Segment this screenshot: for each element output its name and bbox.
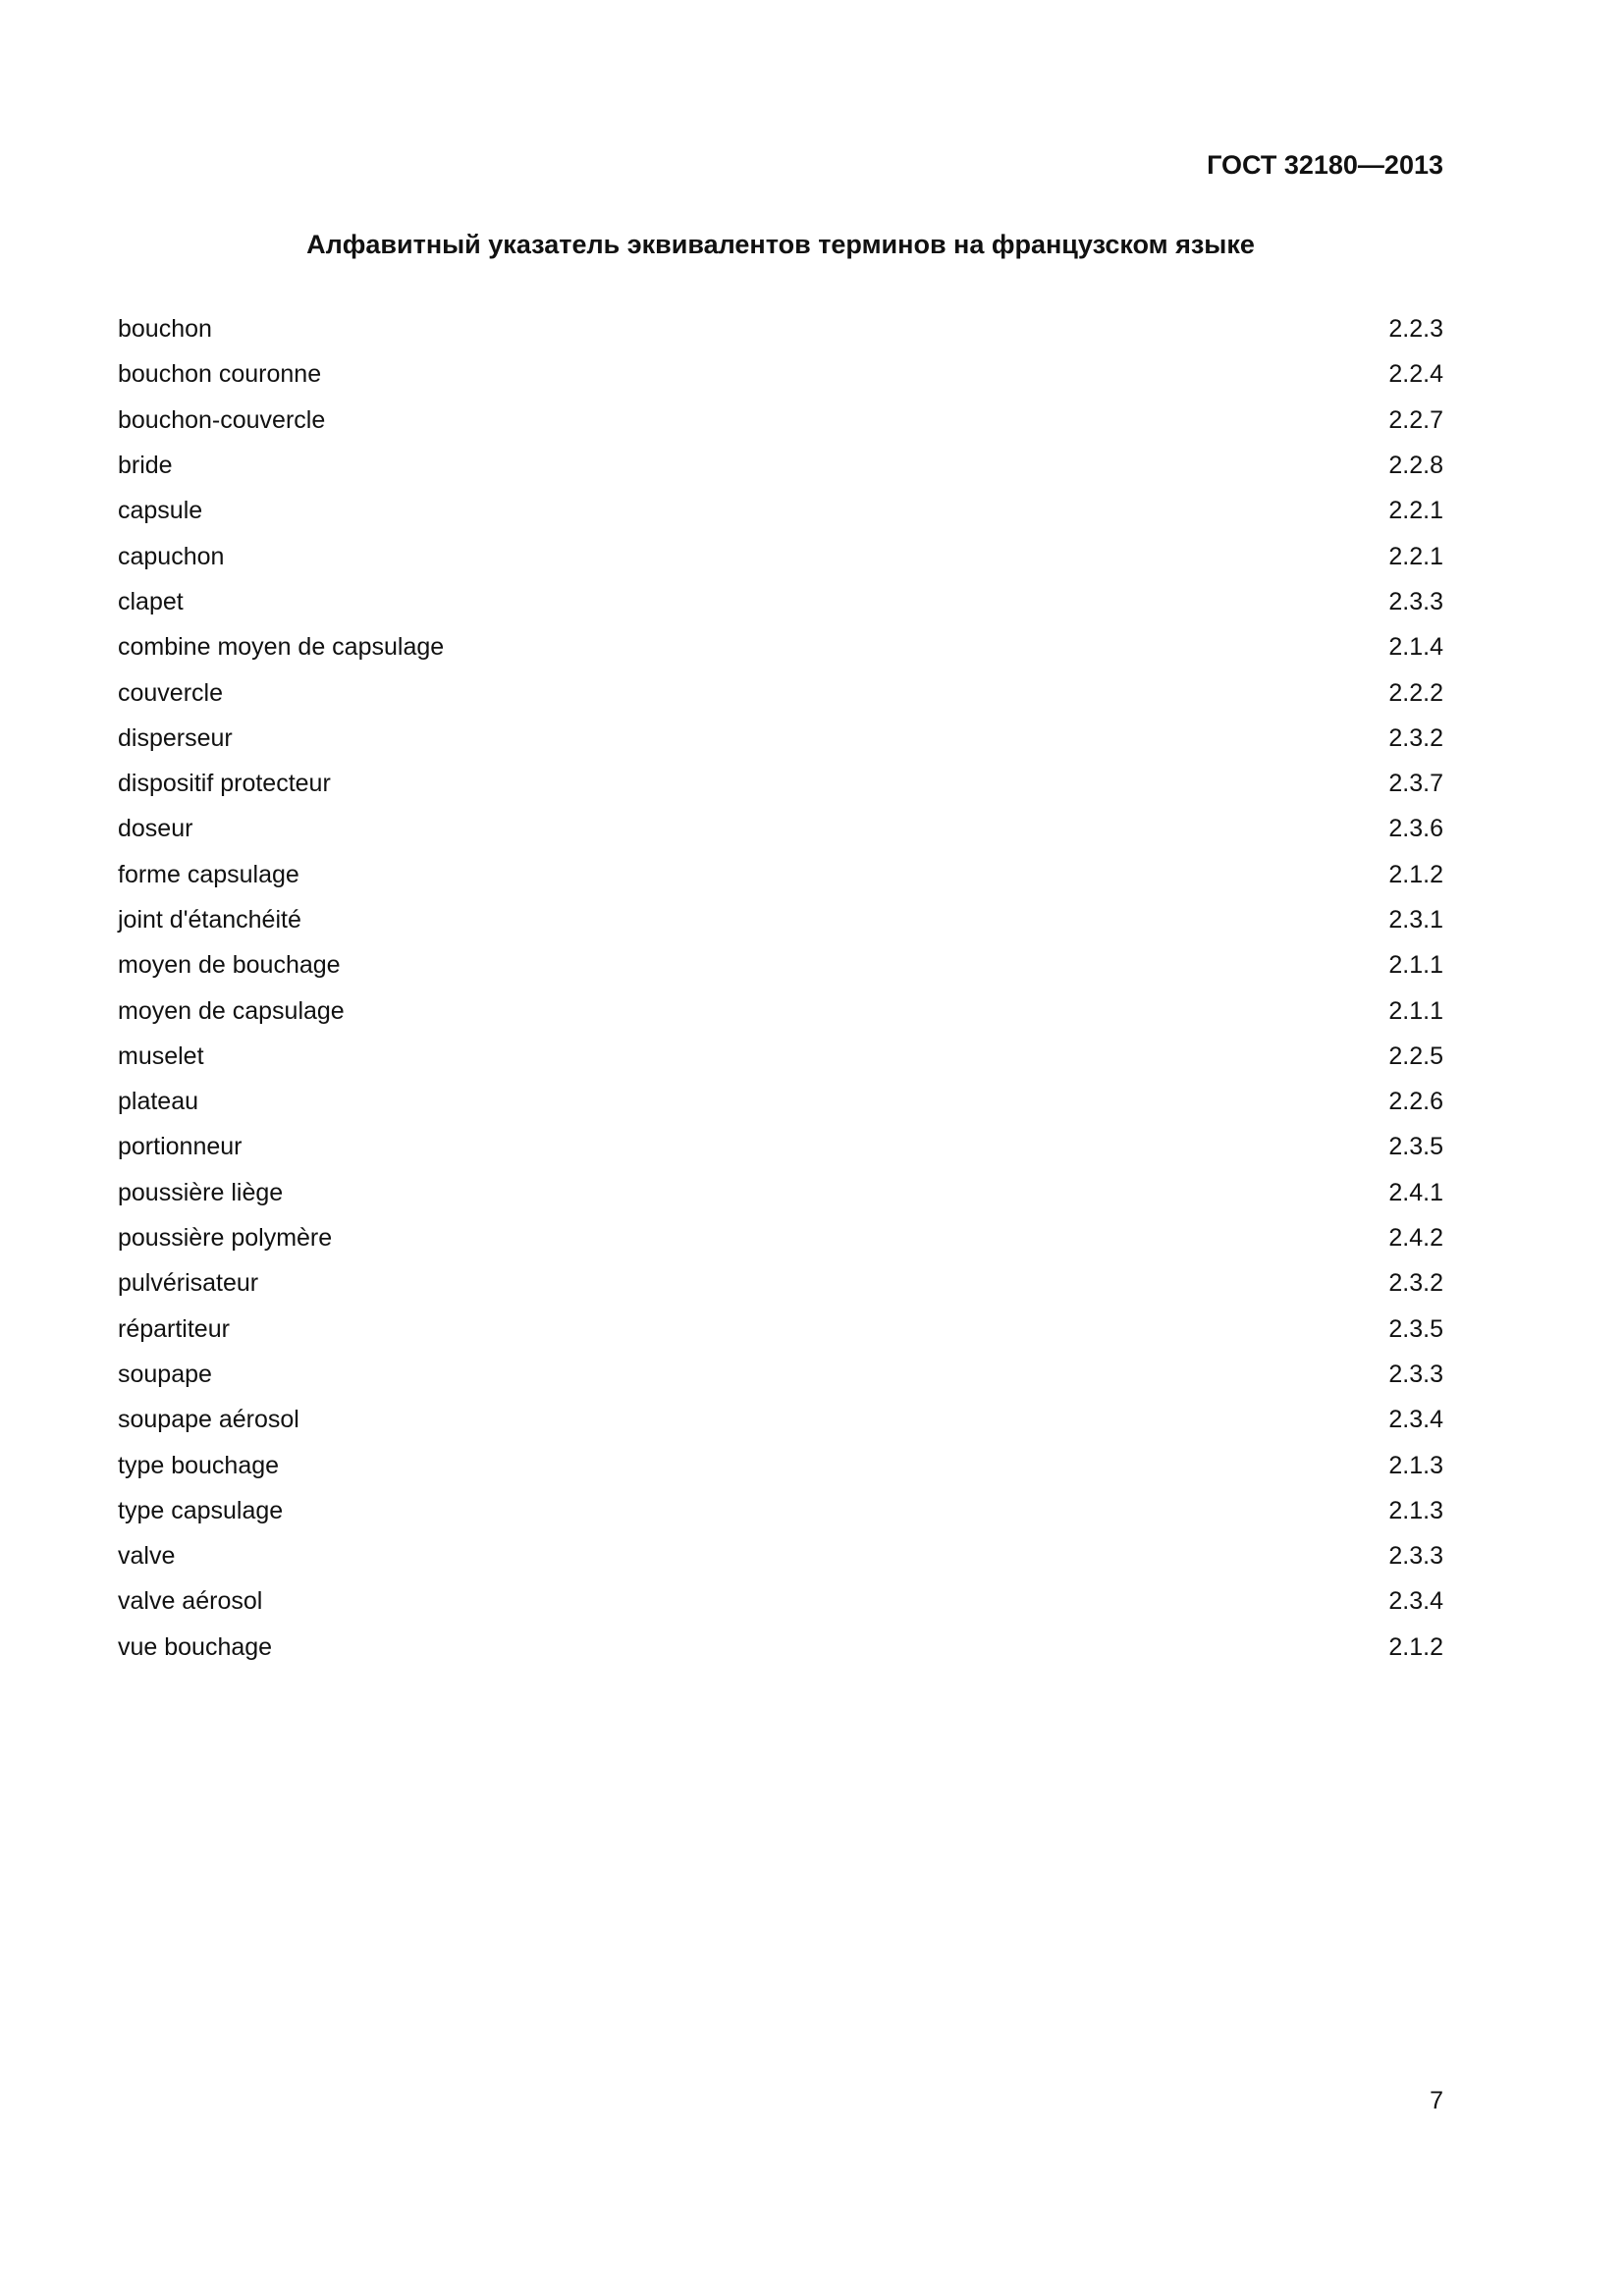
index-entry [118, 1488, 1443, 1533]
index-entry-section-ref: 2.1.2 [1388, 860, 1443, 888]
index-entry-section-ref: 2.1.3 [1388, 1496, 1443, 1524]
index-entry [118, 1307, 1443, 1352]
index-entry-section-ref: 2.3.3 [1388, 1360, 1443, 1388]
term-index-list [118, 306, 1443, 1670]
index-entry-section-ref: 2.3.4 [1388, 1587, 1443, 1616]
index-entry [118, 852, 1443, 897]
index-entry-section-ref: 2.2.2 [1388, 678, 1443, 707]
index-entry-section-ref: 2.2.8 [1388, 452, 1443, 480]
index-entry [118, 1034, 1443, 1079]
index-entry-term: portionneur [118, 1133, 243, 1161]
index-entry-term: forme capsulage [118, 860, 299, 888]
index-entry [118, 1352, 1443, 1397]
index-entry-section-ref: 2.2.3 [1388, 315, 1443, 344]
index-entry-term: bouchon couronne [118, 360, 322, 389]
index-entry-section-ref: 2.2.5 [1388, 1041, 1443, 1070]
index-entry [118, 1124, 1443, 1169]
index-entry-section-ref: 2.1.2 [1388, 1632, 1443, 1661]
index-entry-section-ref: 2.3.2 [1388, 1269, 1443, 1298]
index-entry-term: bouchon-couvercle [118, 405, 326, 434]
index-entry [118, 1625, 1443, 1670]
index-title: Алфавитный указатель эквивалентов терминов на французском языке [306, 230, 1255, 259]
index-entry-term: couvercle [118, 678, 223, 707]
index-entry-section-ref: 2.4.2 [1388, 1224, 1443, 1253]
index-entry [118, 443, 1443, 488]
index-entry [118, 533, 1443, 578]
index-entry [118, 761, 1443, 806]
index-entry-section-ref: 2.1.1 [1388, 996, 1443, 1025]
index-entry [118, 398, 1443, 443]
index-entry-section-ref: 2.3.4 [1388, 1406, 1443, 1434]
index-entry-section-ref: 2.3.5 [1388, 1314, 1443, 1343]
index-entry [118, 1170, 1443, 1215]
index-entry [118, 669, 1443, 715]
index-entry-section-ref: 2.4.1 [1388, 1178, 1443, 1206]
index-entry-term: répartiteur [118, 1314, 230, 1343]
index-entry-term: joint d'étanchéité [118, 906, 301, 934]
index-entry-section-ref: 2.3.1 [1388, 906, 1443, 934]
index-entry [118, 897, 1443, 942]
index-entry-term: moyen de bouchage [118, 951, 341, 980]
index-entry-term: combine moyen de capsulage [118, 633, 445, 662]
index-entry-section-ref: 2.3.2 [1388, 723, 1443, 752]
index-entry [118, 306, 1443, 351]
index-entry-section-ref: 2.3.3 [1388, 587, 1443, 615]
index-entry [118, 488, 1443, 533]
index-entry-term: valve [118, 1542, 176, 1571]
index-entry [118, 988, 1443, 1033]
index-entry [118, 1397, 1443, 1442]
index-entry-section-ref: 2.2.1 [1388, 542, 1443, 570]
index-entry [118, 1442, 1443, 1487]
index-entry-term: muselet [118, 1041, 204, 1070]
index-entry-term: dispositif protecteur [118, 770, 331, 798]
index-entry-section-ref: 2.1.1 [1388, 951, 1443, 980]
index-entry-section-ref: 2.1.3 [1388, 1451, 1443, 1479]
index-entry-term: disperseur [118, 723, 233, 752]
index-entry-term: bride [118, 452, 173, 480]
index-entry-term: poussière polymère [118, 1224, 333, 1253]
document-code: ГОСТ 32180—2013 [1207, 150, 1443, 180]
index-entry-term: capuchon [118, 542, 225, 570]
index-entry [118, 1260, 1443, 1306]
index-entry [118, 716, 1443, 761]
index-entry [118, 942, 1443, 988]
index-entry-section-ref: 2.3.7 [1388, 770, 1443, 798]
index-entry-term: vue bouchage [118, 1632, 273, 1661]
page-number: 7 [1430, 2087, 1443, 2114]
index-entry-section-ref: 2.2.7 [1388, 405, 1443, 434]
index-entry-term: soupape [118, 1360, 212, 1388]
index-entry [118, 806, 1443, 851]
index-entry-section-ref: 2.3.6 [1388, 815, 1443, 843]
index-entry-section-ref: 2.2.1 [1388, 497, 1443, 525]
index-entry-term: pulvérisateur [118, 1269, 259, 1298]
index-entry-section-ref: 2.2.4 [1388, 360, 1443, 389]
index-entry [118, 579, 1443, 624]
index-entry-term: soupape aérosol [118, 1406, 299, 1434]
index-entry-section-ref: 2.3.3 [1388, 1542, 1443, 1571]
index-entry-term: clapet [118, 587, 184, 615]
index-entry [118, 351, 1443, 397]
index-entry-term: capsule [118, 497, 203, 525]
index-entry-term: type capsulage [118, 1496, 284, 1524]
index-entry-term: bouchon [118, 315, 212, 344]
index-entry-section-ref: 2.2.6 [1388, 1088, 1443, 1116]
index-entry [118, 624, 1443, 669]
index-entry [118, 1079, 1443, 1124]
index-entry-section-ref: 2.3.5 [1388, 1133, 1443, 1161]
index-entry-term: doseur [118, 815, 193, 843]
index-entry [118, 1578, 1443, 1624]
index-entry [118, 1533, 1443, 1578]
index-entry-term: moyen de capsulage [118, 996, 345, 1025]
index-entry [118, 1215, 1443, 1260]
index-entry-term: type bouchage [118, 1451, 280, 1479]
index-entry-term: valve aérosol [118, 1587, 263, 1616]
index-entry-term: poussière liège [118, 1178, 284, 1206]
index-entry-section-ref: 2.1.4 [1388, 633, 1443, 662]
index-entry-term: plateau [118, 1088, 199, 1116]
